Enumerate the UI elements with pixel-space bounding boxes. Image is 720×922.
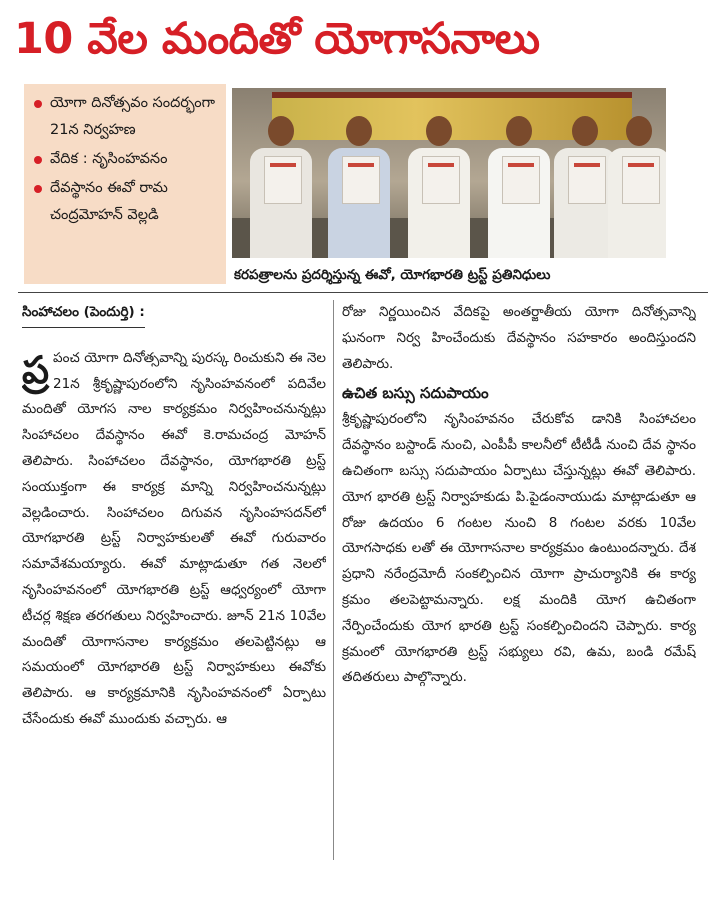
divider bbox=[18, 292, 708, 293]
article-text: పంచ యోగా దినోత్సవాన్ని పురస్క రించుకుని ఈ నెల 21న శ్రీకృష్ణాపురంలోని నృసింహవనంలో పదివేల మందితో యోగస నాల కార్యక్రమం నిర్వహించనున్నట్లు సింహాచలం దేవస్థానం ఈవో కె.రామచంద్ర మోహన్ తెలిపారు. సింహాచలం దేవస్థానం, యోగభారతి ట్రస్ట్ సంయుక్తంగా ఈ కార్యక్ర మాన్ని నిర్వహించనున్నట్లు వెల్లడించారు. సింహాచలం దిగువన నృసింహసదన్‌లో యోగభారతి ట్రస్ట్ నిర్వాహకులతో ఈవో గురువారం సమావేశమయ్యారు. ఈవో మాట్లాడుతూ గత నెలలో నృసింహవనంలో యోగభారతి ట్రస్ట్ ఆధ్వర్యంలో యోగా టీచర్ల శిక్షణ తరగతులు నిర్వహించారు. జూన్ 21న 10వేల మందితో యోగాసనాల కార్యక్రమం తలపెట్టినట్లు ఆ సమయంలో యోగభారతి ట్రస్ట్ నిర్వాహకులు ఈవోకు తెలిపారు. ఆ కార్యక్రమానికి నృసింహవనంలో ఏర్పాటు చేసేందుకు ఈవో ముందుకు వచ్చారు. ఆ bbox=[22, 349, 326, 727]
news-photo bbox=[232, 88, 666, 258]
article-paragraph: శ్రీకృష్ణాపురంలోని నృసింహవనం చేరుకోవ డానికి సింహాచలం దేవస్థానం బస్టాండ్ నుంచి, ఎంపీపీ కాలనీలో టీటీడీ నుంచి దేవ స్థానం ఉచితంగా బస్సు సదుపాయం ఏర్పాటు చేస్తున్నట్లు ఈవో తెలిపారు. యోగ భారతి ట్రస్ట్ నిర్వాహకుడు పి.పైడంనాయుడు మాట్లాడుతూ ఆ రోజు ఉదయం 6 గంటల నుంచి 8 గంటల వరకు 10వేల యోగసాధకు లతో ఈ యోగాసనాల కార్యక్రమం ఉంటుందన్నారు. దేశ ప్రధాని నరేంద్రమోదీ సంకల్పించిన యోగా ప్రాచుర్యానికి ఈ కార్య క్రమం తలపెట్టామన్నారు. లక్ష మందికి యోగ ఉచితంగా నేర్పించేందుకు యోగ భారతి ట్రస్ట్ సంకల్పించిందని చెప్పారు. కార్య క్రమంలో యోగభారతి ట్రస్ట్ సభ్యులు రవి, ఉమ, బండి రమేష్ తదితరులు పాల్గొన్నారు. bbox=[342, 411, 696, 686]
article-column-right bbox=[342, 300, 696, 860]
highlight-text: యోగా దినోత్సవం సందర్భంగా 21న నిర్వహణ bbox=[50, 95, 215, 138]
column-divider bbox=[333, 300, 334, 860]
highlight-text: దేవస్థానం ఈవో రామ చంద్రమోహన్ వెల్లడి bbox=[50, 180, 168, 223]
article-paragraph: రోజు నిర్ణయించిన వేదికపై అంతర్జాతీయ యోగా దినోత్సవాన్ని ఘనంగా నిర్వ హించేందుకు దేవస్థానం సహకారం అందిస్తుందని తెలిపారు. bbox=[342, 304, 696, 372]
article-paragraph bbox=[22, 346, 326, 733]
drop-cap: ప్ర bbox=[22, 347, 50, 392]
highlight-item bbox=[34, 90, 220, 144]
person-figure bbox=[250, 116, 312, 258]
bullet-icon bbox=[34, 185, 42, 193]
person-figure bbox=[488, 116, 550, 258]
person-figure bbox=[408, 116, 470, 258]
bullet-icon bbox=[34, 100, 42, 108]
bullet-icon bbox=[34, 156, 42, 164]
highlight-item bbox=[34, 175, 220, 229]
headline: 10 వేల మందితో యోగాసనాలు bbox=[14, 14, 540, 64]
person-figure bbox=[554, 116, 616, 258]
subheading: ఉచిత బస్సు సదుపాయం bbox=[342, 384, 489, 403]
dateline: సింహాచలం (పెందుర్తి) : bbox=[22, 300, 145, 328]
highlight-item bbox=[34, 146, 220, 173]
photo-caption: కరపత్రాలను ప్రదర్శిస్తున్న ఈవో, యోగభారతి ట్రస్ట్ ప్రతినిధులు bbox=[234, 267, 551, 283]
highlight-text: వేదిక : నృసింహవనం bbox=[50, 151, 168, 167]
highlights-box bbox=[24, 84, 226, 284]
person-figure bbox=[328, 116, 390, 258]
highlights-list bbox=[34, 90, 220, 229]
article-column-left bbox=[22, 300, 326, 860]
person-figure bbox=[608, 116, 666, 258]
